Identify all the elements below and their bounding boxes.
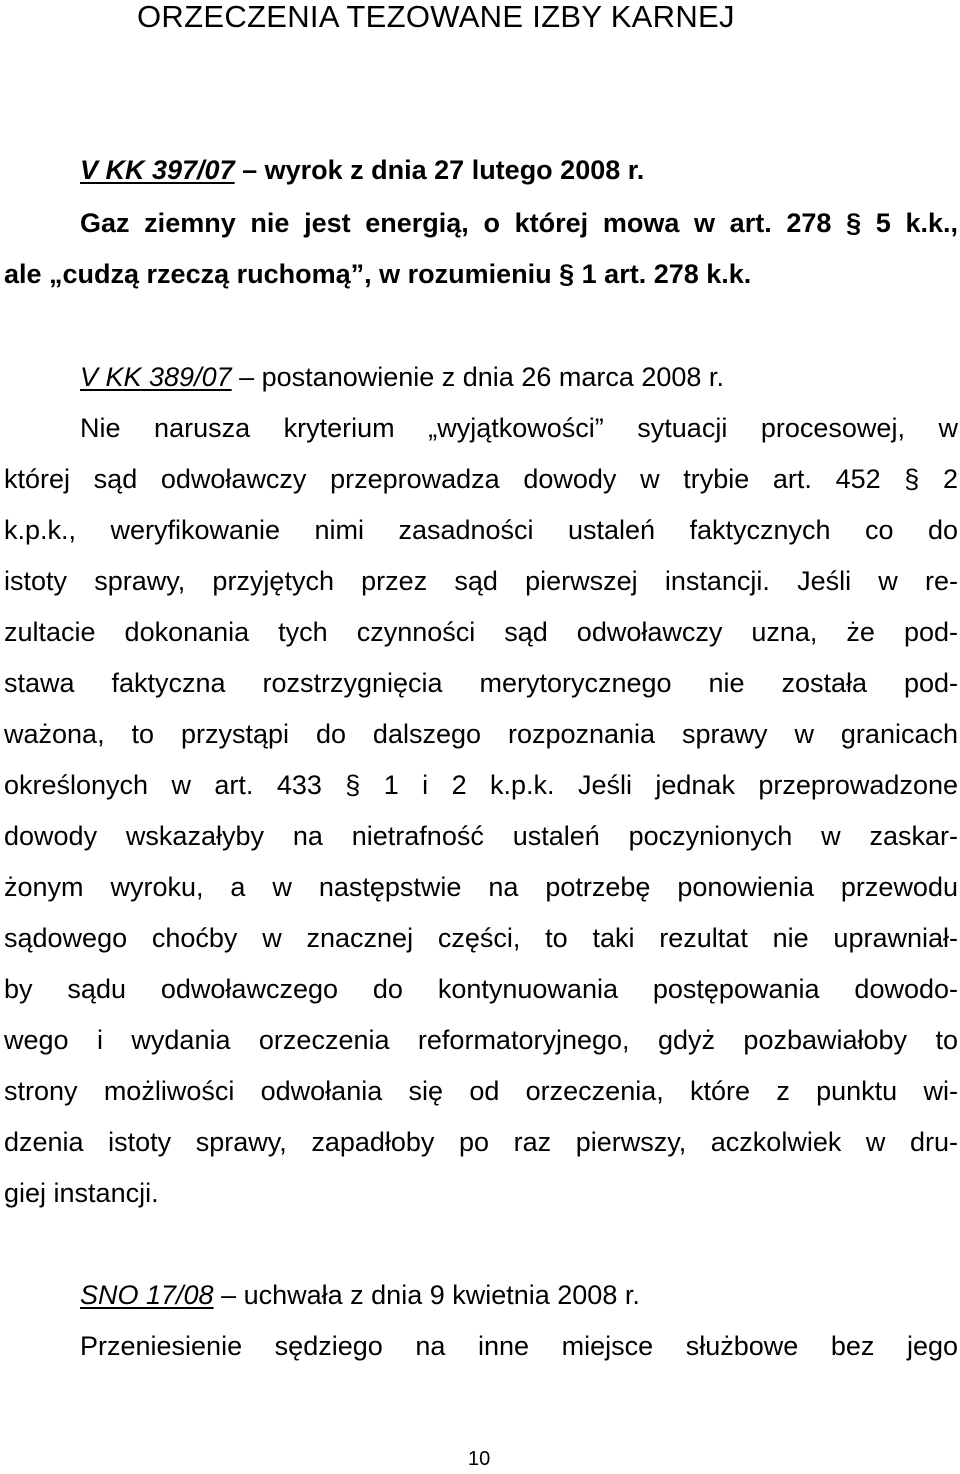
case-heading bbox=[80, 153, 644, 187]
thesis-line: której sąd odwoławczy przeprowadza dowody w trybie art. 452 § 2 bbox=[4, 464, 958, 494]
thesis-line: giej instancji. bbox=[4, 1178, 159, 1208]
thesis-line: strony możliwości odwołania się od orzeczenia, które z punktu wi- bbox=[4, 1076, 958, 1106]
case-heading-rest: – postanowienie z dnia 26 marca 2008 r. bbox=[231, 362, 724, 392]
thesis-line: dzenia istoty sprawy, zapadłoby po raz pierwszy, aczkolwiek w dru- bbox=[4, 1127, 958, 1157]
thesis-line: wego i wydania orzeczenia reformatoryjnego, gdyż pozbawiałoby to bbox=[4, 1025, 958, 1055]
case-number: SNO 17/08 bbox=[80, 1280, 214, 1310]
case-heading bbox=[80, 360, 724, 394]
thesis-line: ważona, to przystąpi do dalszego rozpoznania sprawy w granicach bbox=[4, 719, 958, 749]
case-heading-rest: – wyrok z dnia 27 lutego 2008 r. bbox=[234, 155, 645, 185]
thesis-line: istoty sprawy, przyjętych przez sąd pierwszej instancji. Jeśli w re- bbox=[4, 566, 958, 596]
thesis-line: by sądu odwoławczego do kontynuowania postępowania dowodo- bbox=[4, 974, 958, 1004]
thesis-line: Przeniesienie sędziego na inne miejsce służbowe bez jego bbox=[80, 1331, 958, 1361]
thesis-line: ale „cudzą rzeczą ruchomą”, w rozumieniu § 1 art. 278 k.k. bbox=[4, 259, 752, 289]
thesis-line: zultacie dokonania tych czynności sąd odwoławczy uzna, że pod- bbox=[4, 617, 958, 647]
case-number: V KK 397/07 bbox=[80, 155, 235, 185]
thesis-line: dowody wskazałyby na nietrafność ustaleń poczynionych w zaskar- bbox=[4, 821, 958, 851]
case-heading-rest: – uchwała z dnia 9 kwietnia 2008 r. bbox=[213, 1280, 640, 1310]
thesis-line: Gaz ziemny nie jest energią, o której mowa w art. 278 § 5 k.k., bbox=[80, 208, 958, 238]
page-number: 10 bbox=[468, 1448, 491, 1470]
thesis-line: sądowego choćby w znacznej części, to taki rezultat nie uprawniał- bbox=[4, 923, 958, 953]
case-number: V KK 389/07 bbox=[80, 362, 232, 392]
page-title: ORZECZENIA TEZOWANE IZBY KARNEJ bbox=[137, 0, 735, 34]
thesis-line: k.p.k., weryfikowanie nimi zasadności ustaleń faktycznych co do bbox=[4, 515, 958, 545]
thesis-line: stawa faktyczna rozstrzygnięcia merytorycznego nie została pod- bbox=[4, 668, 958, 698]
thesis-line: określonych w art. 433 § 1 i 2 k.p.k. Jeśli jednak przeprowadzone bbox=[4, 770, 958, 800]
thesis-line: żonym wyroku, a w następstwie na potrzebę ponowienia przewodu bbox=[4, 872, 958, 902]
case-heading bbox=[80, 1278, 640, 1312]
thesis-line: Nie narusza kryterium „wyjątkowości” sytuacji procesowej, w bbox=[80, 413, 958, 443]
